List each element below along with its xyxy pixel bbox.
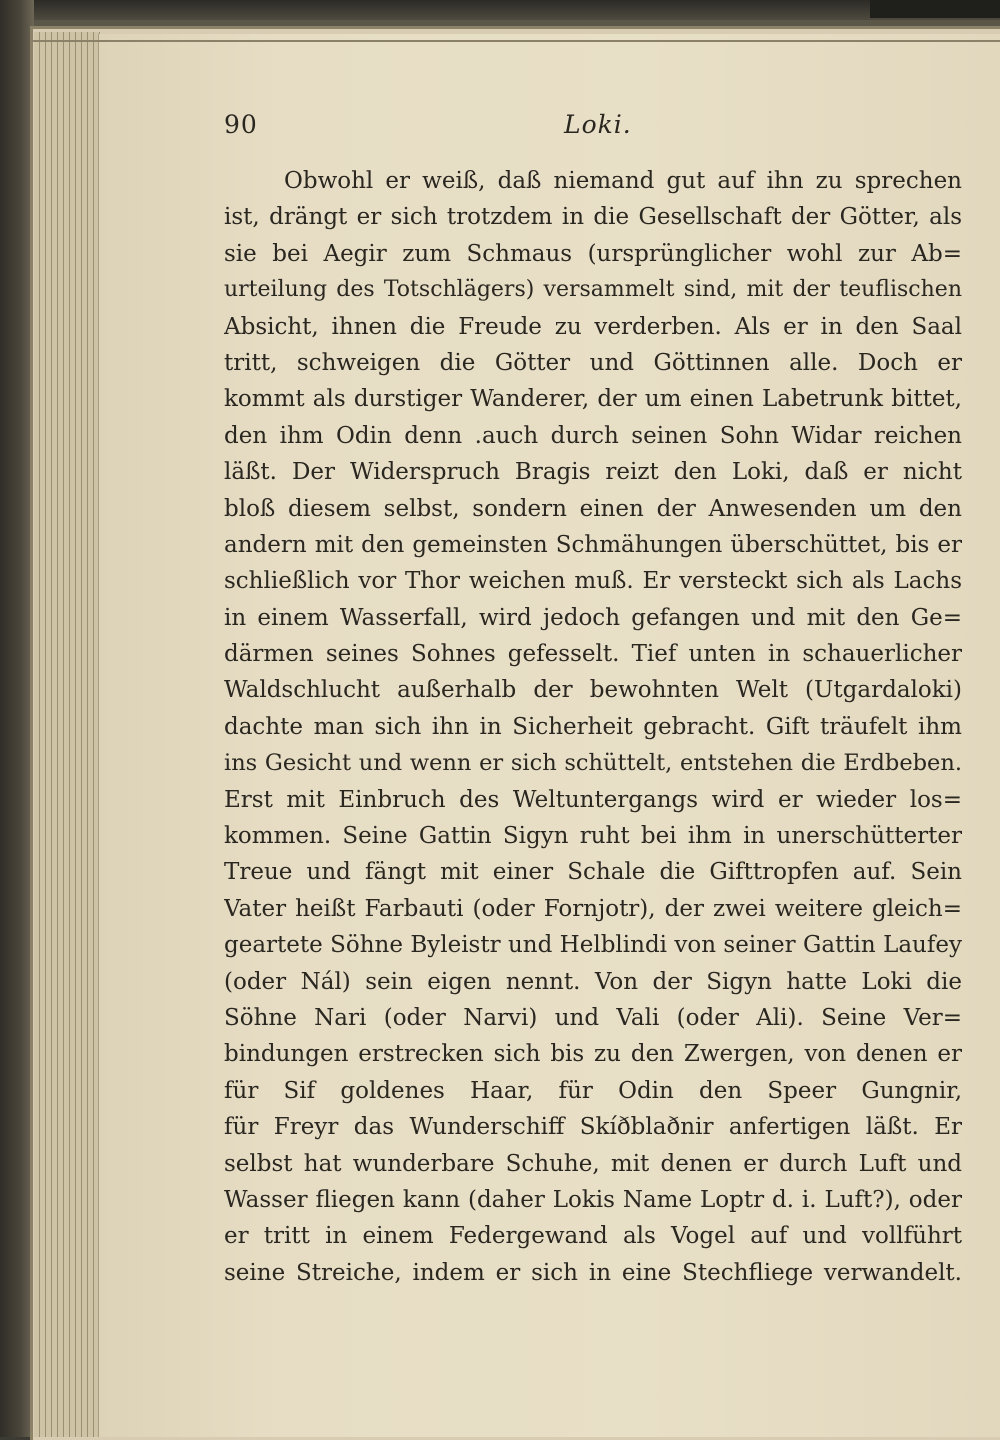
text-line: Söhne Nari (oder Narvi) und Vali (oder Ali). Seine Ver= bbox=[224, 1004, 962, 1031]
text-line: geartete Söhne Byleistr und Helblindi von seiner Gattin Laufey bbox=[224, 932, 962, 959]
text-line: (oder Nál) sein eigen nennt. Von der Sigyn hatte Loki die bbox=[224, 968, 962, 995]
page-header bbox=[224, 110, 960, 150]
text-line: für Freyr das Wunderschiff Skíðblaðnir anfertigen läßt. Er bbox=[224, 1114, 962, 1141]
text-line: dachte man sich ihn in Sicherheit gebracht. Gift träufelt ihm bbox=[224, 713, 962, 740]
text-line: därmen seines Sohnes gefesselt. Tief unten in schauerlicher bbox=[224, 641, 962, 668]
text-line: er tritt in einem Federgewand als Vogel auf und vollführt bbox=[224, 1223, 962, 1250]
text-line: sie bei Aegir zum Schmaus (ursprünglicher wohl zur Ab= bbox=[224, 240, 962, 267]
text-line: Waldschlucht außerhalb der bewohnten Welt (Utgardaloki) bbox=[224, 677, 962, 704]
scan-corner bbox=[870, 0, 1000, 18]
running-head: Loki. bbox=[564, 110, 632, 139]
text-line: bloß diesem selbst, sondern einen der Anwesenden um den bbox=[224, 495, 962, 522]
text-line: urteilung des Totschlägers) versammelt sind, mit der teuflischen bbox=[224, 277, 962, 303]
page-number: 90 bbox=[224, 110, 258, 139]
text-line: schließlich vor Thor weichen muß. Er versteckt sich als Lachs bbox=[224, 568, 962, 595]
text-line: läßt. Der Widerspruch Bragis reizt den Loki, daß er nicht bbox=[224, 459, 962, 486]
text-line: Obwohl er weiß, daß niemand gut auf ihn zu sprechen bbox=[284, 168, 962, 194]
page-edges bbox=[34, 32, 100, 1437]
page-top-rule bbox=[30, 40, 1000, 42]
text-line: Erst mit Einbruch des Weltuntergangs wird er wieder los= bbox=[224, 786, 962, 813]
text-line: andern mit den gemeinsten Schmähungen überschüttet, bis er bbox=[224, 531, 962, 558]
body-text bbox=[224, 163, 962, 1291]
text-line: in einem Wasserfall, wird jedoch gefangen und mit den Ge= bbox=[224, 604, 962, 631]
text-line: Wasser fliegen kann (daher Lokis Name Loptr d. i. Luft?), oder bbox=[224, 1186, 962, 1213]
text-line: den ihm Odin denn .auch durch seinen Sohn Widar reichen bbox=[224, 422, 962, 449]
text-line: ins Gesicht und wenn er sich schüttelt, entstehen die Erdbeben. bbox=[224, 750, 962, 777]
text-line: kommt als durstiger Wanderer, der um einen Labetrunk bittet, bbox=[224, 386, 962, 413]
scan-top-edge bbox=[0, 0, 1000, 20]
text-line: tritt, schweigen die Götter und Göttinnen alle. Doch er bbox=[224, 349, 962, 376]
text-line: Vater heißt Farbauti (oder Fornjotr), der zwei weitere gleich= bbox=[224, 895, 962, 922]
text-line: selbst hat wunderbare Schuhe, mit denen er durch Luft und bbox=[224, 1150, 962, 1177]
book-binding bbox=[0, 0, 34, 1437]
text-line: ist, drängt er sich trotzdem in die Gesellschaft der Götter, als bbox=[224, 204, 962, 231]
text-line: Treue und fängt mit einer Schale die Gifttropfen auf. Sein bbox=[224, 859, 962, 886]
text-line: für Sif goldenes Haar, für Odin den Speer Gungnir, bbox=[224, 1077, 962, 1104]
text-line: kommen. Seine Gattin Sigyn ruht bei ihm in unerschütterter bbox=[224, 823, 962, 850]
text-line: Absicht, ihnen die Freude zu verderben. Als er in den Saal bbox=[224, 313, 962, 340]
text-line: seine Streiche, indem er sich in eine Stechfliege verwandelt. bbox=[224, 1259, 962, 1286]
text-line: bindungen erstrecken sich bis zu den Zwergen, von denen er bbox=[224, 1041, 962, 1068]
